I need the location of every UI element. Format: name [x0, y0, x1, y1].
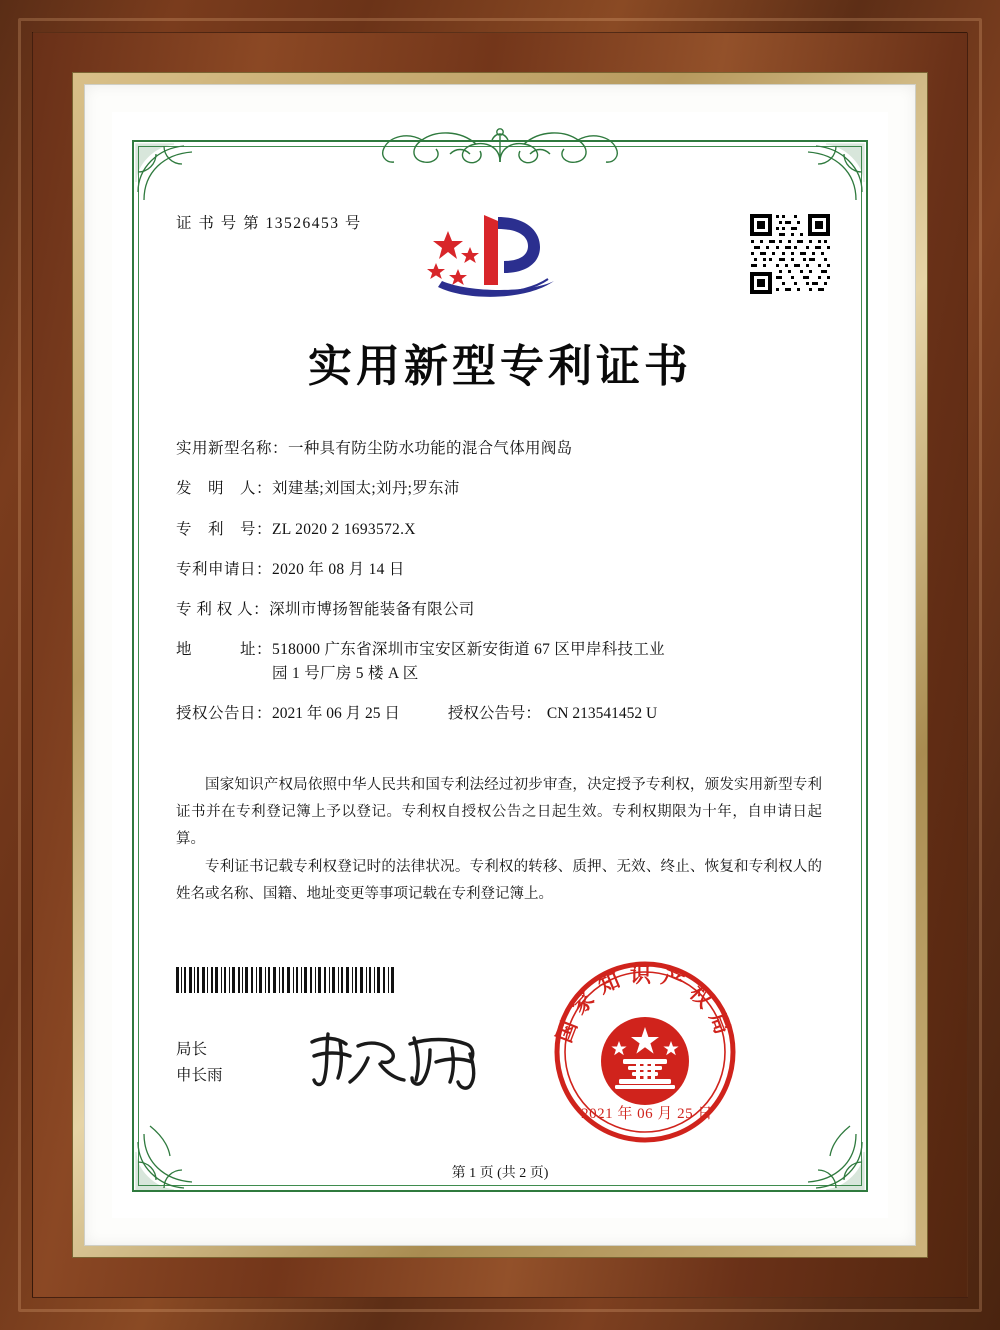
certificate-number: 证 书 号 第 13526453 号	[176, 215, 362, 232]
signature-role: 局长	[176, 1041, 208, 1058]
grant-number-label: 授权公告号：	[447, 704, 541, 722]
grant-date-label: 授权公告日：	[176, 704, 273, 722]
certificate-fields	[176, 437, 836, 742]
handwritten-signature-icon	[302, 1024, 502, 1094]
seal-date: 2021 年 06 月 25 日	[581, 1106, 713, 1122]
signature-block	[176, 1037, 223, 1090]
svg-text:国家知识产权局: 国家知识产权局	[550, 962, 740, 1046]
paragraph-1: 国家知识产权局依照中华人民共和国专利法经过初步审查，决定授予专利权，颁发实用新型专利证书并在专利登记簿上予以登记。专利权自授权公告之日起生效。专利权期限为十年，自申请日起算。	[176, 777, 822, 847]
field-value: ZL 2020 2 1693572.X	[272, 520, 416, 538]
field-value: 深圳市博扬智能装备有限公司	[269, 601, 475, 618]
field-application-date	[176, 558, 836, 581]
field-value-line1: 518000 广东省深圳市宝安区新安街道 67 区甲岸科技工业	[272, 641, 665, 659]
legal-text	[176, 772, 822, 910]
field-value-wrap	[272, 638, 836, 685]
field-patentee	[176, 598, 836, 621]
qr-code-icon	[748, 212, 832, 296]
field-grant-announcement	[176, 702, 836, 725]
certificate-paper	[112, 112, 888, 1218]
barcode-icon	[176, 967, 396, 993]
field-label: 实用新型名称：	[176, 440, 289, 457]
field-value: 刘建基;刘国太;刘丹;罗东沛	[272, 480, 460, 498]
paragraph-2: 专利证书记载专利权登记时的法律状况。专利权的转移、质押、无效、终止、恢复和专利权人的姓名或名称、国籍、地址变更等事项记载在专利登记簿上。	[176, 859, 822, 903]
field-value-line2: 园 1 号厂房 5 楼 A 区	[272, 664, 419, 682]
page-footer: 第 1 页 (共 2 页)	[451, 1166, 549, 1181]
grant-number-value: CN 213541452 U	[546, 704, 658, 722]
field-address	[176, 638, 836, 685]
field-label: 地 址：	[176, 641, 273, 659]
field-label: 专 利 权 人：	[176, 601, 270, 618]
signature-name: 申长雨	[176, 1067, 223, 1085]
field-label: 专 利 号：	[176, 520, 273, 538]
field-label: 发 明 人：	[176, 480, 273, 498]
cnipa-logo-icon	[422, 207, 562, 302]
field-patent-number	[176, 518, 836, 541]
field-utility-model-name	[176, 437, 836, 460]
field-value: 一种具有防尘防水功能的混合气体用阀岛	[288, 440, 573, 457]
field-inventors	[176, 477, 836, 500]
page-title: 实用新型专利证书	[308, 341, 692, 392]
field-label: 专利申请日：	[176, 560, 273, 578]
field-value: 2020 年 08 月 14 日	[272, 560, 405, 578]
grant-date-value: 2021 年 06 月 25 日	[272, 704, 400, 722]
